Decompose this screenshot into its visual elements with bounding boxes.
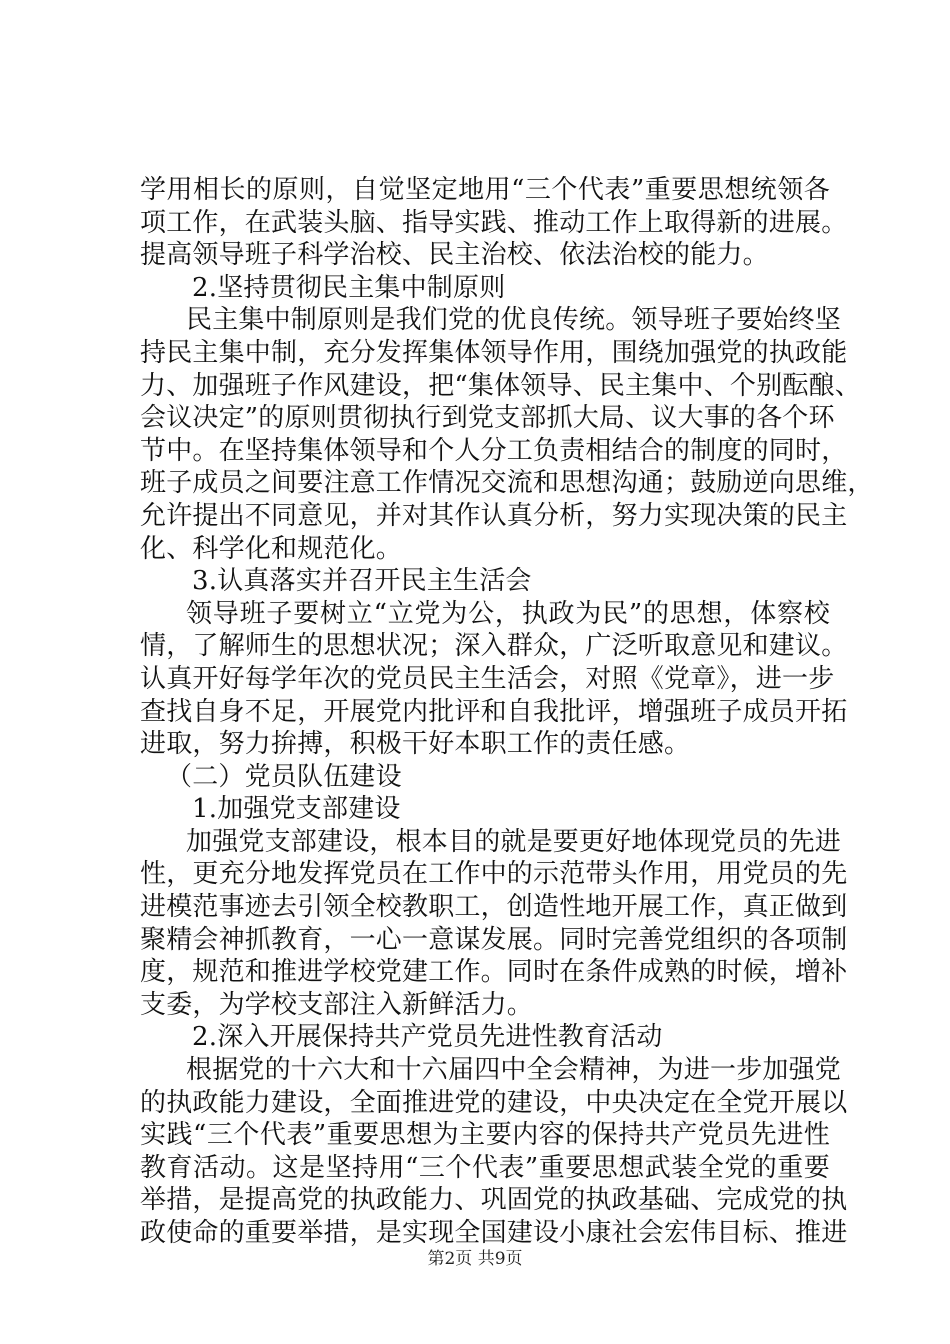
document-body bbox=[140, 174, 874, 1250]
paragraph-line: 情，了解师生的思想状况；深入群众，广泛听取意见和建议。 bbox=[140, 631, 848, 662]
paragraph-line: 节中。在坚持集体领导和个人分工负责相结合的制度的同时， bbox=[140, 435, 848, 466]
paragraph-line: 查找自身不足，开展党内批评和自我批评，增强班子成员开拓 bbox=[140, 696, 848, 727]
paragraph-line: 度，规范和推进学校党建工作。同时在条件成熟的时候，增补 bbox=[140, 957, 848, 988]
paragraph-line: 举措，是提高党的执政能力、巩固党的执政基础、完成党的执 bbox=[140, 1185, 848, 1216]
section-heading: 2.深入开展保持共产党员先进性教育活动 bbox=[192, 1022, 663, 1053]
paragraph-line: 支委，为学校支部注入新鲜活力。 bbox=[140, 989, 534, 1020]
paragraph-line: 根据党的十六大和十六届四中全会精神，为进一步加强党 bbox=[186, 1055, 842, 1086]
paragraph-line: 化、科学化和规范化。 bbox=[140, 533, 403, 564]
paragraph-line: 力、加强班子作风建设，把“集体领导、民主集中、个别酝酿、 bbox=[140, 370, 861, 401]
section-heading: （二）党员队伍建设 bbox=[166, 761, 402, 792]
paragraph-line: 班子成员之间要注意工作情况交流和思想沟通；鼓励逆向思维， bbox=[140, 468, 874, 499]
paragraph-line: 进取，努力拚搏，积极干好本职工作的责任感。 bbox=[140, 729, 691, 760]
page-number-label: 第2页 共9页 bbox=[427, 1249, 523, 1269]
paragraph-line: 提高领导班子科学治校、民主治校、依法治校的能力。 bbox=[140, 240, 769, 271]
paragraph-line: 允许提出不同意见，并对其作认真分析，努力实现决策的民主 bbox=[140, 500, 848, 531]
paragraph-line: 认真开好每学年次的党员民主生活会，对照《党章》，进一步 bbox=[140, 663, 835, 694]
paragraph-line: 实践“三个代表”重要思想为主要内容的保持共产党员先进性 bbox=[140, 1120, 830, 1151]
paragraph-line: 会议决定”的原则贯彻执行到党支部抓大局、议大事的各个环 bbox=[140, 403, 835, 434]
paragraph-line: 项工作，在武装头脑、指导实践、推动工作上取得新的进展。 bbox=[140, 207, 848, 238]
paragraph-line: 领导班子要树立“立党为公，执政为民”的思想，体察校 bbox=[186, 598, 830, 629]
paragraph-line: 进模范事迹去引领全校教职工，创造性地开展工作，真正做到 bbox=[140, 892, 848, 923]
section-heading: 2.坚持贯彻民主集中制原则 bbox=[192, 272, 506, 303]
paragraph-line: 学用相长的原则，自觉坚定地用“三个代表”重要思想统领各 bbox=[140, 175, 830, 205]
paragraph-line: 加强党支部建设，根本目的就是要更好地体现党员的先进 bbox=[186, 826, 842, 857]
paragraph-line: 性，更充分地发挥党员在工作中的示范带头作用，用党员的先 bbox=[140, 859, 848, 890]
paragraph-line: 聚精会神抓教育，一心一意谋发展。同时完善党组织的各项制 bbox=[140, 924, 848, 955]
paragraph-line: 政使命的重要举措，是实现全国建设小康社会宏伟目标、推进 bbox=[140, 1218, 848, 1248]
paragraph-line: 教育活动。这是坚持用“三个代表”重要思想武装全党的重要 bbox=[140, 1152, 830, 1183]
paragraph-line: 民主集中制原则是我们党的优良传统。领导班子要始终坚 bbox=[186, 305, 842, 336]
paragraph-line: 持民主集中制，充分发挥集体领导作用，围绕加强党的执政能 bbox=[140, 337, 848, 368]
section-heading: 1.加强党支部建设 bbox=[192, 794, 401, 825]
section-heading: 3.认真落实并召开民主生活会 bbox=[192, 566, 532, 597]
page-footer bbox=[0, 1244, 950, 1269]
paragraph-line: 的执政能力建设，全面推进党的建设，中央决定在全党开展以 bbox=[140, 1087, 848, 1118]
